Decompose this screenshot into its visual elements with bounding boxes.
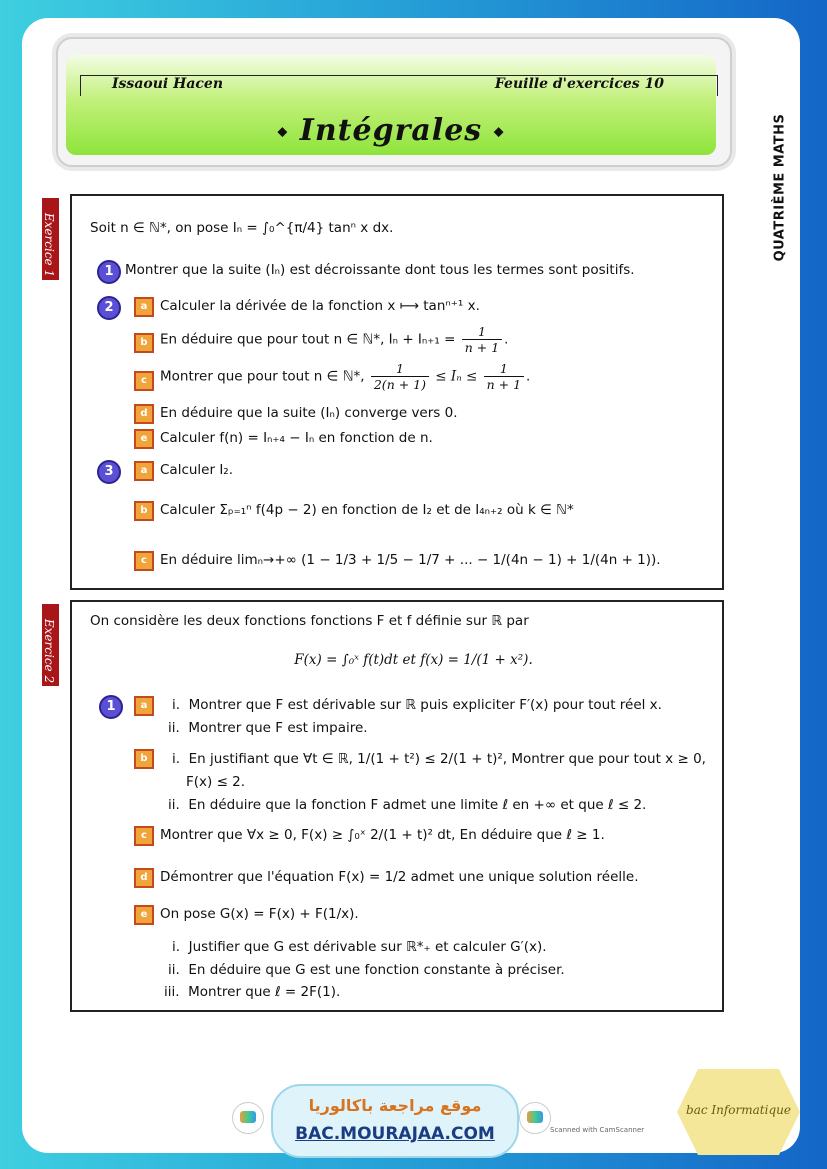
question-3-marker: 3 [97, 460, 121, 484]
left-logo-icon [232, 1102, 264, 1134]
sub-a-marker: a [134, 297, 154, 317]
ex2-q1b-i: i. En justifiant que ∀t ∈ ℝ, 1/(1 + t²) ≤ 2/(1 + t)², Montrer que pour tout x ≥ 0, [172, 751, 706, 767]
footer-arabic-text: موقع مراجعة باكالوريا [308, 1096, 482, 1115]
ex2-q1a-ii: ii. Montrer que F est impaire. [168, 720, 368, 736]
exercise-1-intro: Soit n ∈ ℕ*, on pose Iₙ = ∫₀^{π/4} tanⁿ x dx. [90, 220, 394, 236]
sub-b-marker: b [134, 501, 154, 521]
header-banner [56, 37, 732, 167]
question-1-marker: 1 [97, 260, 121, 284]
ex2-q1e-ii: ii. En déduire que G est une fonction constante à préciser. [168, 962, 565, 978]
ex2-q1e-iii: iii. Montrer que ℓ = 2F(1). [164, 984, 341, 1000]
scanner-watermark: Scanned with CamScanner [550, 1126, 645, 1134]
sub-c-marker: c [134, 371, 154, 391]
level-label: QUATRIÈME MATHS [772, 113, 788, 262]
page-title-text: Intégrales [299, 113, 483, 148]
ex2-q1b-ii: ii. En déduire que la fonction F admet une limite ℓ en +∞ et que ℓ ≤ 2. [168, 797, 647, 813]
ex1-q2d-text: En déduire que la suite (Iₙ) converge vers 0. [160, 405, 458, 421]
ornament-left-icon: ◆ [277, 124, 289, 140]
sub-e-marker: e [134, 905, 154, 925]
footer-site-pill[interactable] [271, 1084, 519, 1158]
ex1-q2a-text: Calculer la dérivée de la fonction x ⟼ tanⁿ⁺¹ x. [160, 298, 480, 314]
exercise-1-tab: Exercice 1 [42, 198, 59, 280]
ornament-right-icon: ◆ [493, 124, 505, 140]
fraction: $\frac{1}{n + 1}$ [484, 361, 524, 392]
sub-c-marker: c [134, 826, 154, 846]
fraction: $\frac{1}{n + 1}$ [462, 324, 502, 355]
footer-url-link[interactable]: BAC.MOURAJAA.COM [295, 1124, 495, 1144]
ex1-q3a-text: Calculer I₂. [160, 462, 234, 478]
exercise-2-tab: Exercice 2 [42, 604, 59, 686]
ex2-q1c-text: Montrer que ∀x ≥ 0, F(x) ≥ ∫₀ˣ 2/(1 + t)² dt, En déduire que ℓ ≥ 1. [160, 827, 605, 843]
exercise-2-definition: F(x) = ∫₀ˣ f(t)dt et f(x) = 1/(1 + x²). [294, 652, 533, 668]
ex2-q1d-text: Démontrer que l'équation F(x) = 1/2 admet une unique solution réelle. [160, 869, 639, 885]
sub-b-marker: b [134, 749, 154, 769]
exercise-2-intro: On considère les deux fonctions fonctions F et f définie sur ℝ par [90, 613, 529, 629]
sub-b-marker: b [134, 333, 154, 353]
header-bar [66, 55, 716, 155]
sub-d-marker: d [134, 404, 154, 424]
sub-a-marker: a [134, 696, 154, 716]
ex2-q1e-text: On pose G(x) = F(x) + F(1/x). [160, 906, 359, 922]
exercise-1-box [70, 194, 724, 590]
ex1-q2b-line: En déduire que pour tout n ∈ ℕ*, Iₙ + Iₙ₊₁ = $\frac{1}{n + 1}$ . [160, 324, 509, 355]
sub-d-marker: d [134, 868, 154, 888]
ex1-q3c-text: En déduire limₙ→+∞ (1 − 1/3 + 1/5 − 1/7 + ... − 1/(4n − 1) + 1/(4n + 1)). [160, 552, 661, 568]
author-name: Issaoui Hacen [112, 76, 224, 92]
ex2-q1a-i: i. Montrer que F est dérivable sur ℝ puis expliciter F′(x) pour tout réel x. [172, 697, 662, 713]
ex2-q1e-i: i. Justifier que G est dérivable sur ℝ*₊ et calculer G′(x). [172, 939, 547, 955]
ex1-q2e-text: Calculer f(n) = Iₙ₊₄ − Iₙ en fonction de n. [160, 430, 433, 446]
right-logo-icon [519, 1102, 551, 1134]
sheet-number: Feuille d'exercices 10 [494, 76, 664, 92]
sub-c-marker: c [134, 551, 154, 571]
fraction: $\frac{1}{2(n + 1)}$ [371, 361, 429, 392]
bac-informatique-badge: bac Informatique [676, 1067, 801, 1157]
ex1-q1-text: Montrer que la suite (Iₙ) est décroissante dont tous les termes sont positifs. [125, 262, 635, 278]
ex1-q3b-text: Calculer Σₚ₌₁ⁿ f(4p − 2) en fonction de I₂ et de I₄ₙ₊₂ où k ∈ ℕ* [160, 502, 574, 518]
page-title [66, 113, 716, 148]
sub-e-marker: e [134, 429, 154, 449]
question-2-marker: 2 [97, 296, 121, 320]
question-1-marker: 1 [99, 695, 123, 719]
ex1-q2c-line: Montrer que pour tout n ∈ ℕ*, $\frac{1}{2(n + 1)}$ ≤ Iₙ ≤ $\frac{1}{n + 1}$ . [160, 361, 531, 392]
sub-a-marker: a [134, 461, 154, 481]
ex2-q1b-i-cont: F(x) ≤ 2. [186, 774, 246, 790]
